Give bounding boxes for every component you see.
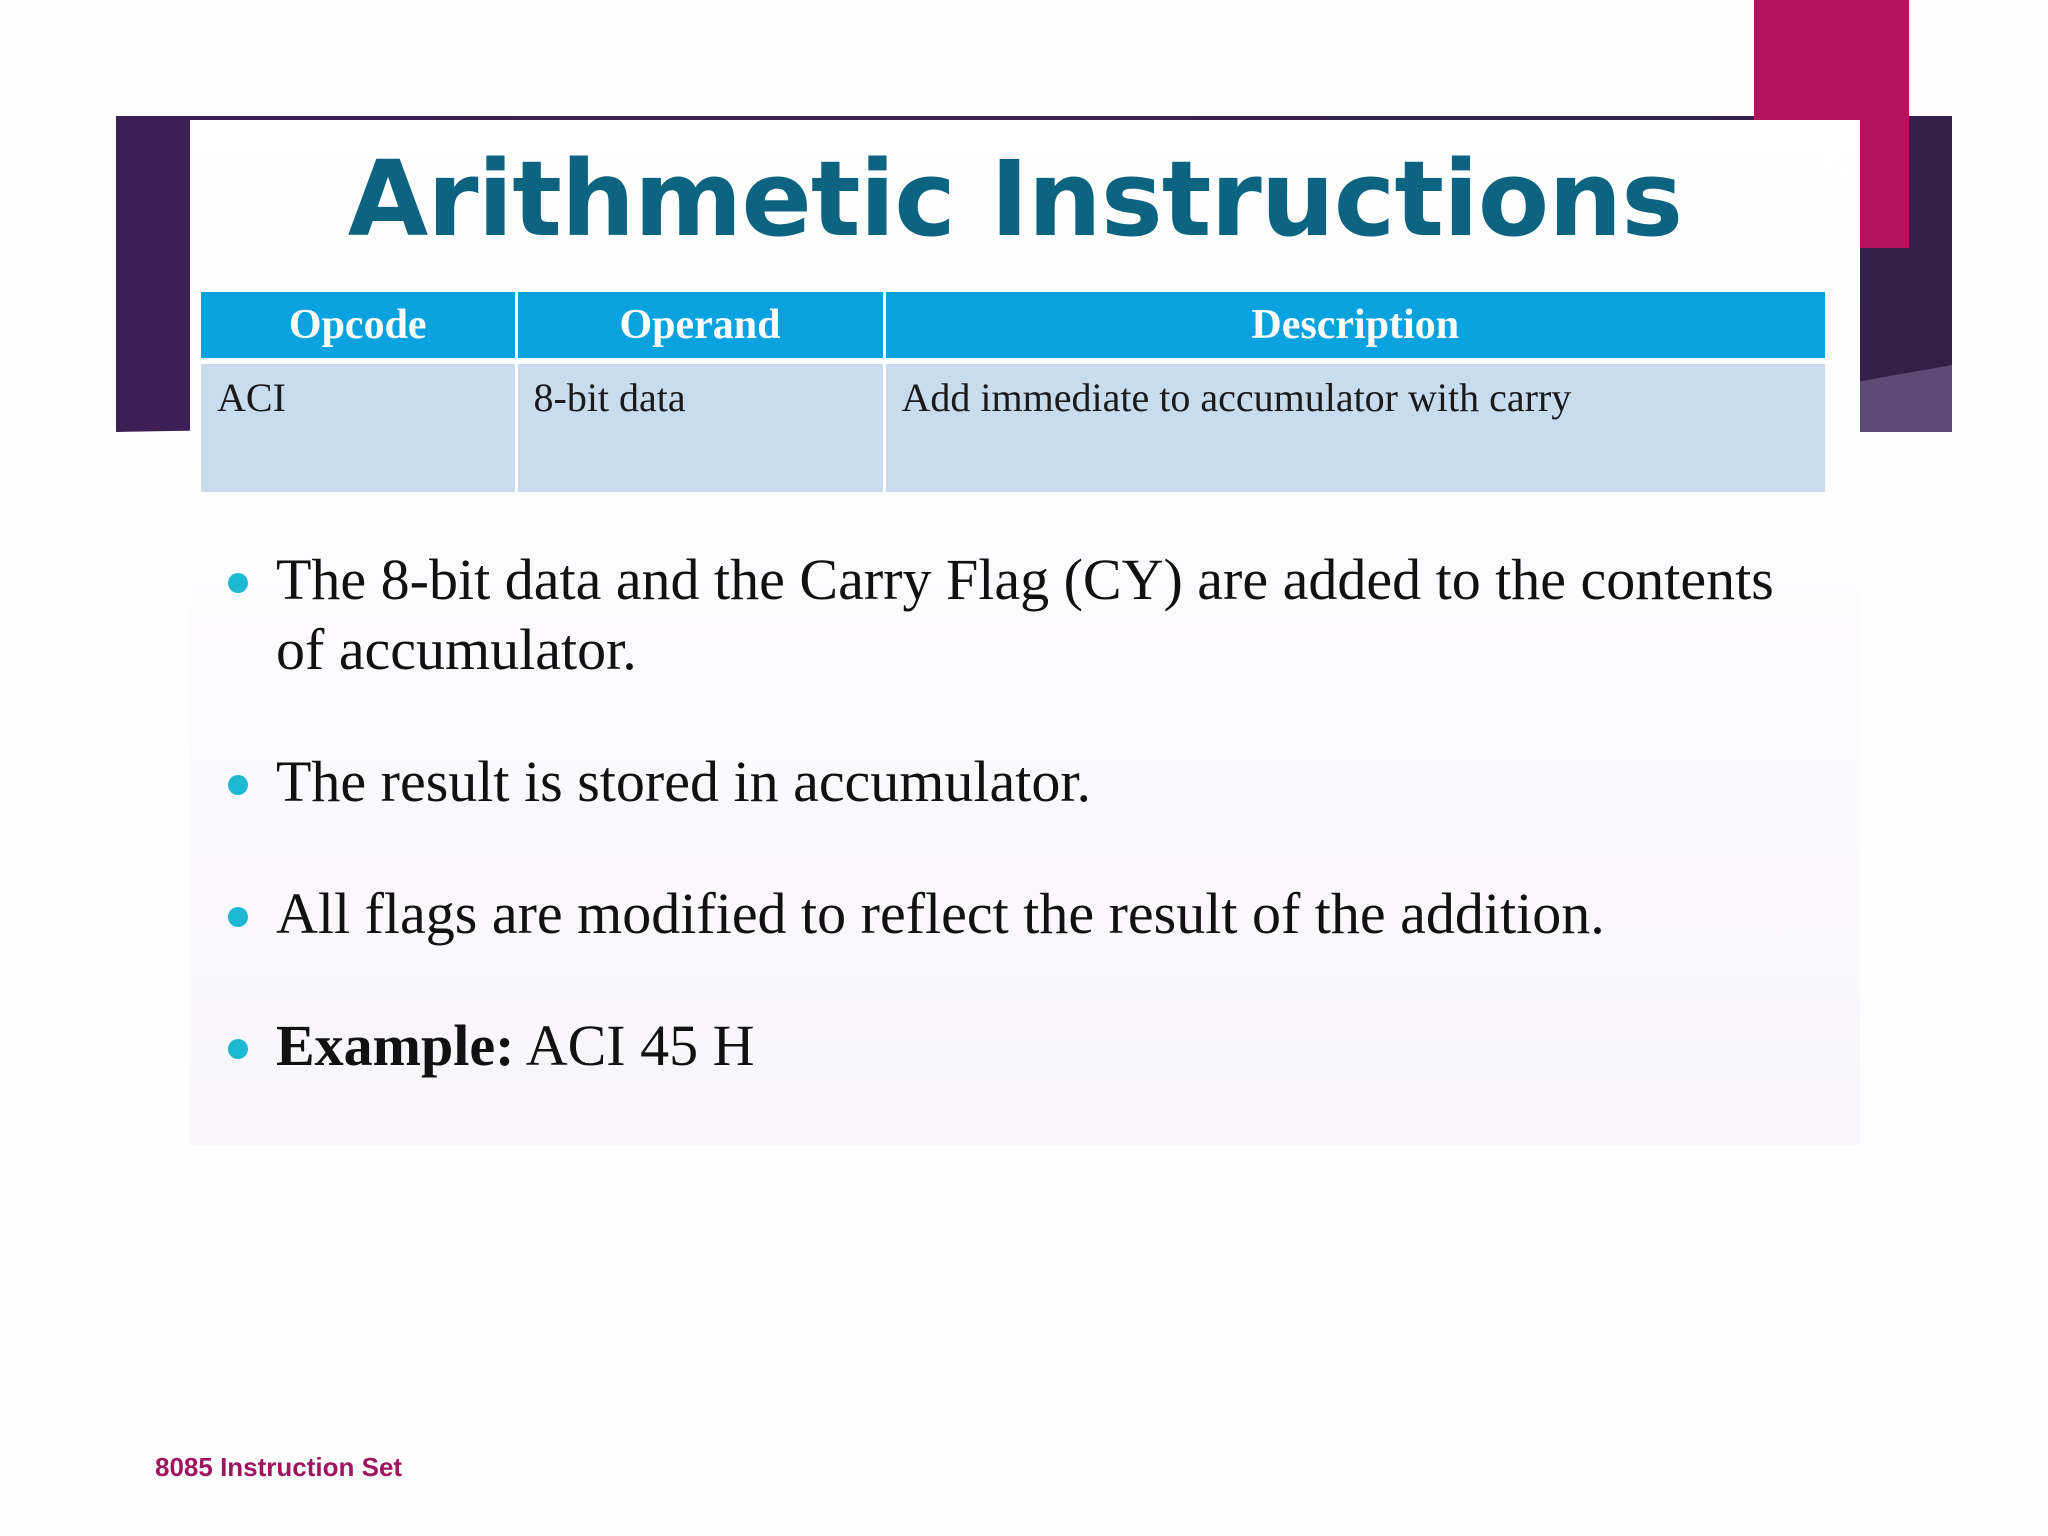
bullet-dot-icon (228, 1039, 248, 1059)
bullet-text: The 8-bit data and the Carry Flag (CY) are added to the contents of accumulator. (276, 547, 1774, 682)
slide-title: Arithmetic Instructions (347, 138, 1683, 260)
bullet-dot-icon (228, 573, 248, 593)
table-row (201, 361, 1825, 492)
column-header-description: Description (884, 292, 1825, 361)
bullet-list (228, 545, 1828, 1143)
example-label: Example: (276, 1013, 515, 1078)
cell-operand: 8-bit data (516, 361, 884, 492)
list-item-example (228, 1011, 1828, 1081)
cell-description: Add immediate to accumulator with carry (884, 361, 1825, 492)
bullet-text: The result is stored in accumulator. (276, 749, 1092, 814)
footer-text: 8085 Instruction Set (155, 1452, 403, 1482)
list-item (228, 879, 1828, 949)
column-header-opcode: Opcode (201, 292, 516, 361)
bullet-dot-icon (228, 907, 248, 927)
slide-number: 9 (1819, 146, 1849, 204)
slide-content-panel (190, 120, 1860, 1145)
column-header-operand: Operand (516, 292, 884, 361)
instruction-table (201, 292, 1825, 492)
example-value: ACI 45 H (514, 1013, 755, 1078)
cell-opcode: ACI (201, 361, 516, 492)
bullet-dot-icon (228, 775, 248, 795)
table-header-row (201, 292, 1825, 361)
list-item (228, 545, 1828, 685)
bullet-text: All flags are modified to reflect the result of the addition. (276, 881, 1605, 946)
list-item (228, 747, 1828, 817)
